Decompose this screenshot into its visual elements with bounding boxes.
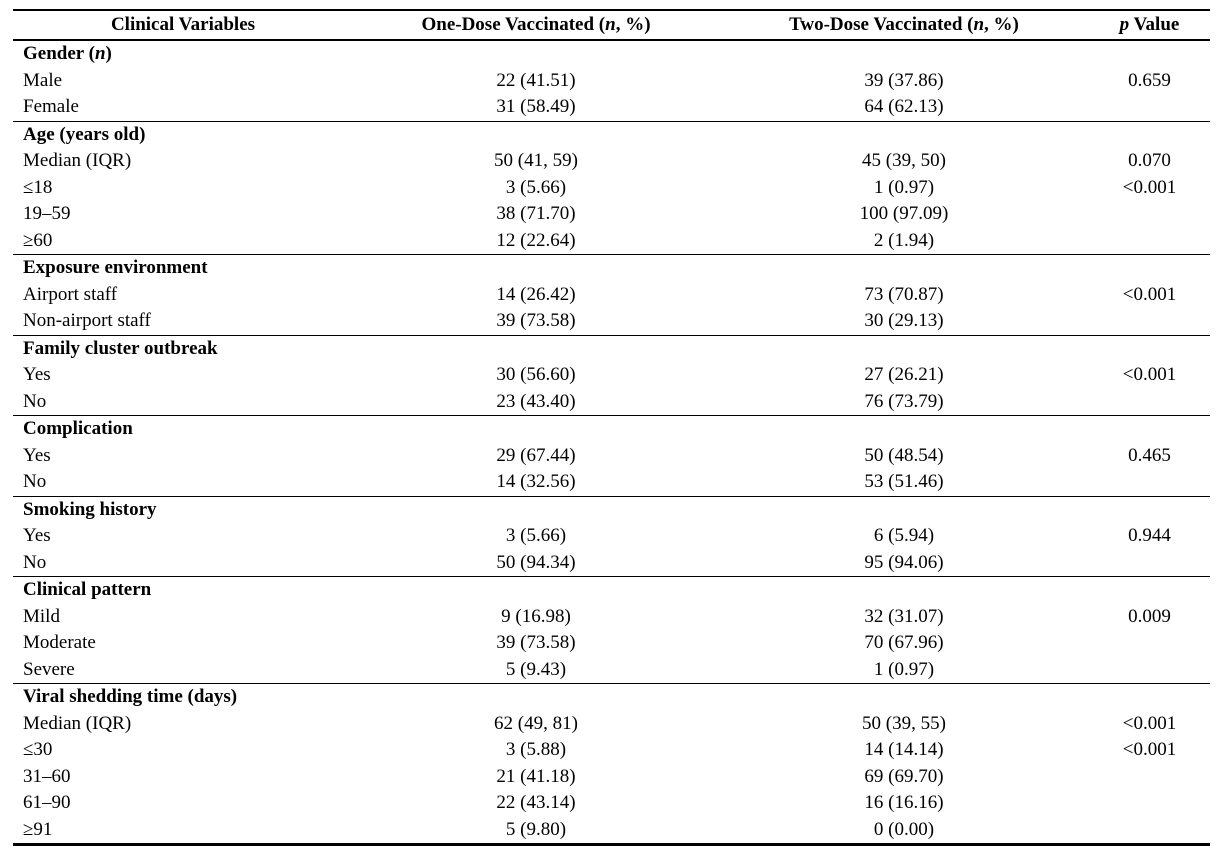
row-label: Moderate (23, 632, 96, 653)
two-dose-value: 2 (1.94) (873, 229, 935, 251)
two-dose-value: 50 (48.54) (864, 444, 944, 466)
table-row (13, 201, 1210, 228)
table-row (13, 737, 1210, 764)
clinical-variables-table-container (13, 9, 1210, 846)
one-dose-value: 39 (73.58) (496, 310, 576, 331)
p-value: <0.001 (1122, 283, 1177, 305)
one-dose-value: 5 (9.80) (353, 817, 719, 845)
row-label: Median (IQR) (23, 150, 132, 171)
two-dose-value: 39 (37.86) (864, 69, 944, 91)
row-label: 61–90 (23, 792, 71, 813)
section-header-row (13, 684, 1210, 711)
two-dose-value: 32 (31.07) (864, 605, 944, 627)
table-row (13, 711, 1210, 738)
p-value: 0.659 (1128, 69, 1171, 91)
one-dose-value: 21 (41.18) (496, 765, 576, 787)
section-title: Gender (n) (23, 43, 112, 64)
table-body (13, 40, 1210, 845)
p-value: <0.001 (1122, 364, 1177, 385)
table-row (13, 282, 1210, 309)
p-value (1089, 630, 1210, 657)
two-dose-value: 73 (70.87) (864, 283, 944, 305)
row-label: Severe (23, 658, 75, 680)
one-dose-value: 14 (26.42) (496, 283, 576, 305)
one-dose-value: 3 (5.66) (505, 176, 567, 198)
p-value (1089, 764, 1210, 791)
p-value (1089, 308, 1210, 335)
row-label: ≤30 (23, 739, 53, 760)
two-dose-value: 1 (0.97) (873, 176, 935, 198)
header-p-value: p Value (1089, 10, 1210, 40)
two-dose-value: 6 (5.94) (873, 525, 935, 546)
row-label: No (23, 390, 47, 412)
row-label: Female (23, 96, 79, 117)
one-dose-value: 14 (32.56) (496, 471, 576, 492)
two-dose-value: 69 (69.70) (864, 765, 944, 787)
table-row (13, 523, 1210, 550)
row-label: Mild (23, 605, 60, 627)
section-header-row (13, 255, 1210, 282)
section-title: Age (years old) (13, 121, 1210, 148)
p-value (1089, 201, 1210, 228)
table-row (13, 550, 1210, 577)
table-row (13, 764, 1210, 791)
header-two-dose: Two-Dose Vaccinated (n, %) (719, 10, 1089, 40)
section-header-row (13, 577, 1210, 604)
table-row (13, 443, 1210, 470)
p-value: 0.009 (1128, 605, 1171, 627)
p-value (1089, 790, 1210, 817)
row-label: No (23, 471, 47, 492)
p-value (1089, 657, 1210, 684)
section-title: Complication (13, 416, 1210, 443)
two-dose-value: 70 (67.96) (864, 632, 944, 653)
row-label: 19–59 (23, 203, 71, 224)
two-dose-value: 16 (16.16) (864, 792, 944, 813)
two-dose-value: 76 (73.79) (864, 390, 944, 412)
two-dose-value: 30 (29.13) (864, 310, 944, 331)
row-label: Airport staff (23, 283, 118, 305)
one-dose-value: 62 (49, 81) (494, 712, 578, 734)
table-row (13, 228, 1210, 255)
one-dose-value: 3 (5.66) (505, 525, 567, 546)
one-dose-value: 31 (58.49) (496, 96, 576, 117)
section-header-row (13, 335, 1210, 362)
two-dose-value: 100 (97.09) (859, 203, 949, 224)
table-header-row (13, 10, 1210, 40)
section-header-row (13, 496, 1210, 523)
one-dose-value: 22 (41.51) (496, 69, 576, 91)
table-row (13, 94, 1210, 121)
two-dose-value: 45 (39, 50) (862, 150, 946, 171)
p-value: <0.001 (1122, 739, 1177, 760)
p-value: 0.070 (1128, 150, 1171, 171)
row-label: Median (IQR) (23, 712, 132, 734)
one-dose-value: 5 (9.43) (505, 658, 567, 680)
section-header-row (13, 121, 1210, 148)
header-one-dose: One-Dose Vaccinated (n, %) (353, 10, 719, 40)
two-dose-value: 0 (0.00) (719, 817, 1089, 845)
one-dose-value: 50 (94.34) (496, 551, 576, 573)
table-row (13, 308, 1210, 335)
row-label: 31–60 (23, 765, 71, 787)
p-value (1089, 228, 1210, 255)
one-dose-value: 50 (41, 59) (494, 150, 578, 171)
two-dose-value: 14 (14.14) (864, 739, 944, 760)
section-title: Viral shedding time (days) (13, 684, 1210, 711)
row-label: ≥60 (23, 229, 53, 251)
table-row (13, 817, 1210, 845)
section-title: Clinical pattern (13, 577, 1210, 604)
one-dose-value: 29 (67.44) (496, 444, 576, 466)
one-dose-value: 39 (73.58) (496, 632, 576, 653)
two-dose-value: 1 (0.97) (873, 658, 935, 680)
section-header-row (13, 40, 1210, 68)
two-dose-value: 50 (39, 55) (862, 712, 946, 734)
one-dose-value: 3 (5.88) (505, 739, 567, 760)
row-label: Yes (23, 364, 51, 385)
one-dose-value: 12 (22.64) (496, 229, 576, 251)
two-dose-value: 27 (26.21) (864, 364, 944, 385)
table-row (13, 68, 1210, 95)
p-value: <0.001 (1122, 176, 1177, 198)
table-row (13, 630, 1210, 657)
row-label: ≥91 (13, 817, 353, 845)
row-label: No (23, 551, 47, 573)
section-title: Smoking history (13, 496, 1210, 523)
p-value (1089, 94, 1210, 121)
p-value (1089, 550, 1210, 577)
p-value (1089, 389, 1210, 416)
table-row (13, 790, 1210, 817)
header-clinical-variables: Clinical Variables (13, 10, 353, 40)
section-title: Family cluster outbreak (13, 335, 1210, 362)
table-row (13, 469, 1210, 496)
section-header-row (13, 416, 1210, 443)
p-value (1089, 817, 1210, 845)
p-value: 0.944 (1128, 525, 1171, 546)
table-row (13, 389, 1210, 416)
row-label: Yes (23, 444, 51, 466)
p-value: 0.465 (1128, 444, 1171, 466)
row-label: Non-airport staff (23, 310, 151, 331)
table-row (13, 148, 1210, 175)
two-dose-value: 53 (51.46) (864, 471, 944, 492)
two-dose-value: 64 (62.13) (864, 96, 944, 117)
p-value: <0.001 (1122, 712, 1177, 734)
one-dose-value: 23 (43.40) (496, 390, 576, 412)
row-label: Male (23, 69, 63, 91)
row-label: Yes (23, 525, 51, 546)
table-row (13, 175, 1210, 202)
one-dose-value: 9 (16.98) (501, 605, 571, 627)
one-dose-value: 30 (56.60) (496, 364, 576, 385)
clinical-variables-table (13, 9, 1210, 846)
one-dose-value: 22 (43.14) (496, 792, 576, 813)
one-dose-value: 38 (71.70) (496, 203, 576, 224)
table-row (13, 657, 1210, 684)
two-dose-value: 95 (94.06) (864, 551, 944, 573)
section-title: Exposure environment (13, 255, 1210, 282)
table-row (13, 362, 1210, 389)
p-value (1089, 469, 1210, 496)
table-row (13, 604, 1210, 631)
row-label: ≤18 (23, 176, 53, 198)
